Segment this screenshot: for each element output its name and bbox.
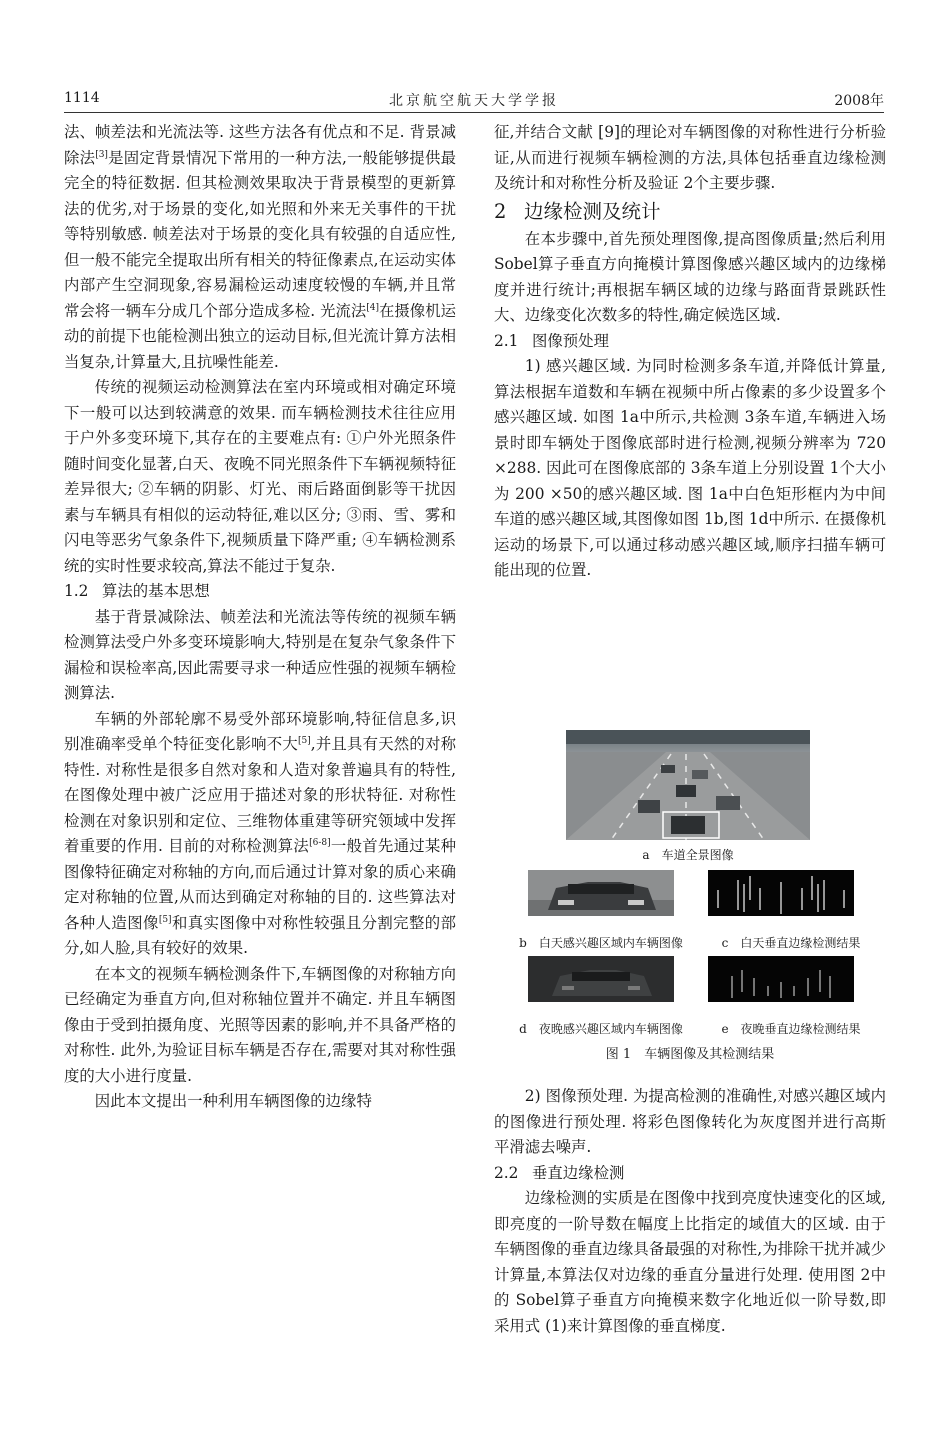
section-heading: 2 边缘检测及统计 [494, 199, 661, 223]
paragraph: 2) 图像预处理. 为提高检测的准确性,对感兴趣区域内的图像进行预处理. 将彩色图像转化为灰度图并进行高斯平滑滤去噪声. [494, 1087, 886, 1156]
subsection-heading: 2.2 垂直边缘检测 [494, 1163, 625, 1182]
paragraph: 法、帧差法和光流法等. 这些方法各有优点和不足. 背景减除法[3]是固定背景情况下常用的一种方法,一般能够提供最完全的特征数据. 但其检测效果取决于背景模型的更新算法的优劣,对于场景的变化,如光照和外来无关事件的干扰等特别敏感. 帧差法对于场景的变化具有较强的自适应性,但一般不能完全提取出所有相关的特征像素点,在运动实体内部产生空洞现象,容易漏检运动速度较慢的车辆,并且常常会将一辆车分成几个部分造成多检. 光流法[4]在摄像机运动的前提下也能检测出独立的运动目标,但光流计算方法相当复杂,计算量大,且抗噪性能差. [64, 123, 456, 371]
left-column [64, 120, 456, 1115]
journal-title: 北京航空航天大学学报 [389, 93, 559, 109]
paragraph: 征,并结合文献 [9]的理论对车辆图像的对称性进行分析验证,从而进行视频车辆检测的方法,具体包括垂直边缘检测及统计和对称性分析及验证 2个主要步骤. [494, 123, 886, 192]
page-number: 1114 [64, 90, 100, 106]
night-vertical-edge-result [708, 956, 854, 1002]
caption-b: b 白天感兴趣区域内车辆图像 [519, 936, 683, 950]
paragraph: 1) 感兴趣区域. 为同时检测多条车道,并降低计算量,算法根据车道数和车辆在视频中所占像素的多少设置多个感兴趣区域. 如图 1a中所示,共检测 3条车道,车辆进入场景时即车辆处于图像底部时进行检测,视频分辨率为 720 ×288. 因此可在图像底部的 3条车道上分别设置 1个大小为 200 ×50的感兴趣区域. 图 1a中白色矩形框内为中间车道的感兴趣区域,其图像如图 1b,图 1d中所示. 在摄像机运动的场景下,可以通过移动感兴趣区域,顺序扫描车辆可能出现的位置. [494, 357, 886, 579]
caption-c: c 白天垂直边缘检测结果 [721, 936, 861, 950]
day-roi-vehicle-image [528, 870, 674, 916]
paragraph: 基于背景减除法、帧差法和光流法等传统的视频车辆检测算法受户外多变环境影响大,特别是在复杂气象条件下漏检和误检率高,因此需要寻求一种适应性强的视频车辆检测算法. [64, 607, 456, 702]
caption-d: d 夜晚感兴趣区域内车辆图像 [519, 1022, 683, 1036]
figure-caption: 图 1 车辆图像及其检测结果 [605, 1047, 775, 1062]
paragraph: 车辆的外部轮廓不易受外部环境影响,特征信息多,识别准确率受单个特征变化影响不大[5],并且具有天然的对称特性. 对称性是很多自然对象和人造对象普遍具有的特性,在图像处理中被广泛应用于描述对象的形状特征. 对称性检测在对象识别和定位、三维物体重建等研究领域中发挥着重要的作用. 目前的对称检测算法[6-8]一般首先通过某种图像特征确定对称轴的方向,而后通过计算对象的质心来确定对称轴的位置,从而达到确定对称轴的目的. 这些算法对各种人造图像[5]和真实图像中对称性较强且分割完整的部分,如人脸,具有较好的效果. [64, 709, 456, 957]
citation: [6-8] [309, 837, 331, 848]
citation: [5] [297, 735, 311, 746]
right-column-bottom [494, 1084, 886, 1339]
citation: [4] [366, 302, 380, 313]
lane-panorama-image [566, 730, 810, 840]
subsection-heading: 1.2 算法的基本思想 [64, 582, 210, 600]
paragraph: 传统的视频运动检测算法在室内环境或相对确定环境下一般可以达到较满意的效果. 而车辆检测技术往往应用于户外多变环境下,其存在的主要难点有: ①户外光照条件随时间变化显著,白天、夜晚不同光照条件下车辆视频特征差异很大; ②车辆的阴影、灯光、雨后路面倒影等干扰因素与车辆具有相似的运动特征,难以区分; ③雨、雪、雾和闪电等恶劣气象条件下,视频质量下降严重; ④车辆检测系统的实时性要求较高,算法不能过于复杂. [64, 378, 456, 575]
caption-a: a 车道全景图像 [642, 848, 734, 862]
right-column-top [494, 120, 886, 584]
citation: [5] [158, 914, 172, 925]
paragraph: 边缘检测的实质是在图像中找到亮度快速变化的区域,即亮度的一阶导数在幅度上比指定的域值大的区域. 由于车辆图像的垂直边缘具备最强的对称性,为排除干扰并减少计算量,本算法仅对边缘的垂直分量进行处理. 使用图 2中的 Sobel算子垂直方向掩模来数字化地近似一阶导数,即采用式 (1)来计算图像的垂直梯度. [494, 1189, 886, 1335]
running-header [64, 88, 884, 114]
subsection-heading: 2.1 图像预处理 [494, 331, 609, 350]
day-vertical-edge-result [708, 870, 854, 916]
paragraph: 因此本文提出一种利用车辆图像的边缘特 [94, 1092, 372, 1110]
header-rule [64, 112, 884, 113]
publication-year: 2008年 [834, 93, 884, 109]
night-roi-vehicle-image [528, 956, 674, 1002]
paragraph: 在本文的视频车辆检测条件下,车辆图像的对称轴方向已经确定为垂直方向,但对称轴位置并不确定. 并且车辆图像由于受到拍摄角度、光照等因素的影响,并不具备严格的对称性. 此外,为验证目标车辆是否存在,需要对其对称性强度的大小进行度量. [64, 964, 456, 1085]
caption-e: e 夜晚垂直边缘检测结果 [721, 1022, 861, 1036]
figure-1 [494, 730, 886, 1070]
paragraph: 在本步骤中,首先预处理图像,提高图像质量;然后利用 Sobel算子垂直方向掩模计算图像感兴趣区域内的边缘梯度并进行统计;再根据车辆区域的边缘与路面背景跳跃性大、边缘变化次数多的特性,确定候选区域. [494, 229, 886, 324]
citation: [3] [95, 149, 108, 160]
